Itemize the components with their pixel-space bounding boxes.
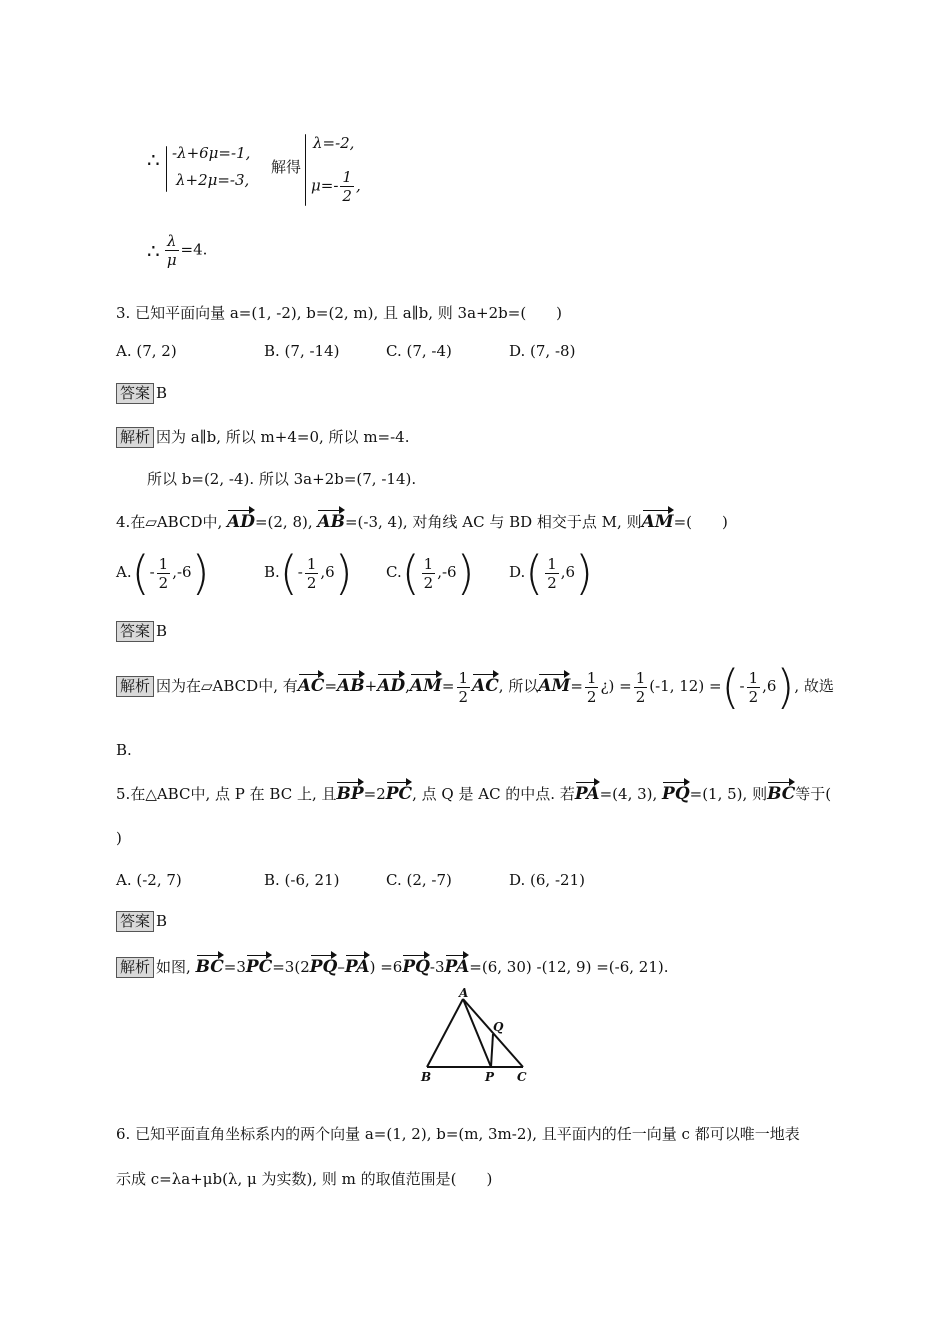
q5-text: =2: [363, 785, 386, 803]
q4-option-c: [386, 546, 475, 600]
analysis-text: 因为在▱ABCD中, 有: [156, 677, 298, 695]
q5-text: 在△ABC中, 点 P 在 BC 上, 且: [130, 785, 337, 803]
half-fraction: [585, 669, 599, 706]
q4-number: 4.: [116, 513, 131, 531]
vector-am: AM: [538, 669, 570, 696]
fraction-den: 2: [423, 573, 434, 592]
ratio-line: [163, 232, 207, 269]
vector-pc: PC: [246, 950, 272, 977]
option-rest: ,6: [560, 563, 576, 581]
fraction-den: 2: [306, 573, 317, 592]
ratio-value: =4.: [180, 240, 208, 259]
q4-text: =(2, 8),: [254, 513, 318, 531]
q3-stem: 3. 已知平面向量 a=(1, -2), b=(2, m), 且 a∥b, 则 3a+2b=( ): [116, 304, 563, 322]
q5-text: , 点 Q 是 AC 的中点. 若: [412, 785, 575, 803]
q5-answer: [116, 911, 167, 932]
fraction-den: 2: [342, 187, 352, 205]
label-c: C: [517, 1070, 527, 1084]
fraction-den: 2: [547, 573, 557, 592]
q4-option-a: [116, 546, 210, 600]
solution-2: [311, 168, 361, 205]
q4-stem: [116, 505, 728, 532]
q4-analysis: [116, 660, 834, 714]
paren-right: ): [575, 546, 594, 600]
minus: –: [337, 958, 345, 976]
q3-analysis: [116, 426, 410, 448]
q4-text: =( ): [673, 513, 728, 531]
segment-pa: [463, 999, 491, 1067]
q3-answer: [116, 383, 167, 404]
fraction-den: 2: [748, 687, 759, 706]
equals: =: [324, 677, 338, 695]
equals: =: [441, 677, 455, 695]
paren-left: (: [401, 546, 420, 600]
q5-analysis: [116, 950, 669, 978]
vector-am: AM: [642, 505, 674, 532]
paren-right: ): [334, 546, 353, 600]
q4-text: =(-3, 4), 对角线 AC 与 BD 相交于点 M, 则: [344, 513, 642, 531]
q5-number: 5.: [116, 785, 131, 803]
q4-option-b: [264, 546, 353, 600]
analysis-text: , 所以: [498, 677, 539, 695]
comma: ,: [405, 677, 410, 695]
vector-pc: PC: [386, 777, 412, 804]
paren-left: (: [721, 660, 740, 714]
analysis-text: -3: [429, 958, 445, 976]
therefore-1: ∴: [147, 148, 160, 172]
vector-bp: BP: [336, 777, 363, 804]
segment-pq: [491, 1034, 493, 1067]
q5-stem-end: ): [116, 829, 122, 847]
option-label: D.: [509, 563, 526, 581]
ratio-num: λ: [167, 232, 177, 250]
q3-analysis-2: 所以 b=(2, -4). 所以 3a+2b=(7, -14).: [147, 470, 417, 488]
vector-ab: AB: [337, 669, 365, 696]
triangle-figure: [415, 985, 540, 1085]
fraction-den: 2: [158, 573, 169, 592]
fraction-num: 1: [635, 668, 646, 687]
q5-option-a: A. (-2, 7): [116, 871, 182, 889]
label-p: P: [485, 1070, 495, 1084]
equation-1: -λ+6μ=-1,: [172, 144, 251, 162]
analysis-text: , 故选: [794, 677, 834, 695]
option-label: C.: [386, 563, 402, 581]
answer-tag: 答案: [116, 621, 154, 642]
half-fraction: [457, 669, 471, 706]
q4-analysis-end: B.: [116, 741, 132, 759]
fraction-den: 2: [635, 687, 646, 706]
fraction-num: 1: [748, 668, 759, 687]
vector-pq: PQ: [402, 950, 430, 977]
solution-1: λ=-2,: [313, 134, 355, 152]
fraction-num: 1: [306, 554, 317, 573]
analysis-tag: 解析: [116, 676, 154, 697]
half-fraction: [634, 669, 648, 706]
q3-option-c: C. (7, -4): [386, 342, 452, 360]
fraction-half: [340, 168, 354, 205]
equation-2: λ+2μ=-3,: [176, 171, 250, 189]
fraction-den: 2: [458, 687, 469, 706]
q6-stem-line1: 6. 已知平面直角坐标系内的两个向量 a=(1, 2), b=(m, 3m-2), 且平面内的任一向量 c 都可以唯一地表: [116, 1125, 800, 1143]
system-brace-1: [166, 146, 167, 192]
label-q: Q: [493, 1020, 504, 1034]
option-label: B.: [264, 563, 280, 581]
vector-ad: AD: [377, 669, 405, 696]
paren-left: (: [131, 546, 150, 600]
analysis-text: ,6: [762, 677, 777, 695]
analysis-text: 如图,: [156, 958, 196, 976]
paren-left: (: [525, 546, 544, 600]
paren-right: ): [456, 546, 475, 600]
fraction-num: 1: [423, 554, 434, 573]
half-fraction: [747, 669, 761, 706]
analysis-text: ) =6: [369, 958, 403, 976]
vector-am: AM: [410, 669, 442, 696]
solution-2-suffix: ,: [355, 176, 361, 195]
option-rest: ,-6: [437, 563, 457, 581]
q5-text: =(1, 5), 则: [689, 785, 768, 803]
paren-left: (: [279, 546, 298, 600]
q5-stem: [116, 777, 831, 804]
equals: =: [570, 677, 583, 695]
analysis-tag: 解析: [116, 957, 154, 978]
option-fraction: [157, 555, 171, 592]
q5-option-d: D. (6, -21): [509, 871, 585, 889]
answer-tag: 答案: [116, 383, 154, 404]
q6-stem-line2: 示成 c=λa+μb(λ, μ 为实数), 则 m 的取值范围是( ): [116, 1170, 493, 1188]
q5-text: 等于(: [795, 785, 832, 803]
analysis-text: ¿) =: [600, 677, 632, 695]
fraction-num: 1: [458, 668, 469, 687]
fraction-den: 2: [586, 687, 597, 706]
q5-option-b: B. (-6, 21): [264, 871, 340, 889]
answer-value: B: [156, 912, 168, 930]
vector-pq: PQ: [662, 777, 690, 804]
analysis-text: =3(2: [272, 958, 310, 976]
sign: -: [739, 677, 745, 695]
edge-ab: [427, 999, 463, 1067]
q5-text: =(4, 3),: [599, 785, 663, 803]
q3-option-b: B. (7, -14): [264, 342, 340, 360]
analysis-text: 因为 a∥b, 所以 m+4=0, 所以 m=-4.: [156, 428, 410, 446]
vector-pq: PQ: [310, 950, 338, 977]
option-rest: ,6: [320, 563, 335, 581]
vector-ad: AD: [227, 505, 255, 532]
q4-option-d: [509, 546, 594, 600]
analysis-text: =3: [223, 958, 246, 976]
ratio-den: μ: [166, 251, 177, 269]
solved-text: 解得: [271, 158, 302, 176]
analysis-tag: 解析: [116, 427, 154, 448]
vector-ac: AC: [298, 669, 325, 696]
option-fraction: [305, 555, 319, 592]
system-brace-2: [305, 134, 306, 206]
vector-bc: BC: [196, 950, 224, 977]
q5-option-c: C. (2, -7): [386, 871, 452, 889]
plus: +: [364, 677, 378, 695]
ratio-fraction: [165, 232, 179, 269]
vector-bc: BC: [767, 777, 795, 804]
solution-2-prefix: μ=-: [311, 176, 339, 195]
q4-answer: [116, 621, 167, 642]
analysis-text: =(6, 30) -(12, 9) =(-6, 21).: [469, 958, 669, 976]
vector-ac: AC: [472, 669, 499, 696]
option-label: A.: [116, 563, 132, 581]
label-b: B: [421, 1070, 432, 1084]
option-sign: -: [149, 563, 155, 581]
paren-right: ): [191, 546, 210, 600]
option-fraction: [545, 555, 559, 592]
q3-option-a: A. (7, 2): [116, 342, 177, 360]
answer-tag: 答案: [116, 911, 154, 932]
fraction-num: 1: [342, 168, 352, 186]
option-fraction: [422, 555, 436, 592]
vector-pa: PA: [575, 777, 600, 804]
therefore-2: ∴: [147, 239, 160, 263]
option-rest: ,-6: [172, 563, 192, 581]
vector-pa: PA: [345, 950, 370, 977]
paren-right: ): [776, 660, 795, 714]
option-sign: -: [297, 563, 303, 581]
answer-value: B: [156, 622, 168, 640]
q3-option-d: D. (7, -8): [509, 342, 576, 360]
vector-pa: PA: [445, 950, 470, 977]
fraction-num: 1: [158, 554, 169, 573]
label-a: A: [459, 986, 469, 1000]
analysis-text: (-1, 12) =: [649, 677, 722, 695]
fraction-num: 1: [547, 554, 557, 573]
fraction-num: 1: [586, 668, 597, 687]
vector-ab: AB: [317, 505, 345, 532]
answer-value: B: [156, 384, 168, 402]
q4-text: 在▱ABCD中,: [130, 513, 228, 531]
